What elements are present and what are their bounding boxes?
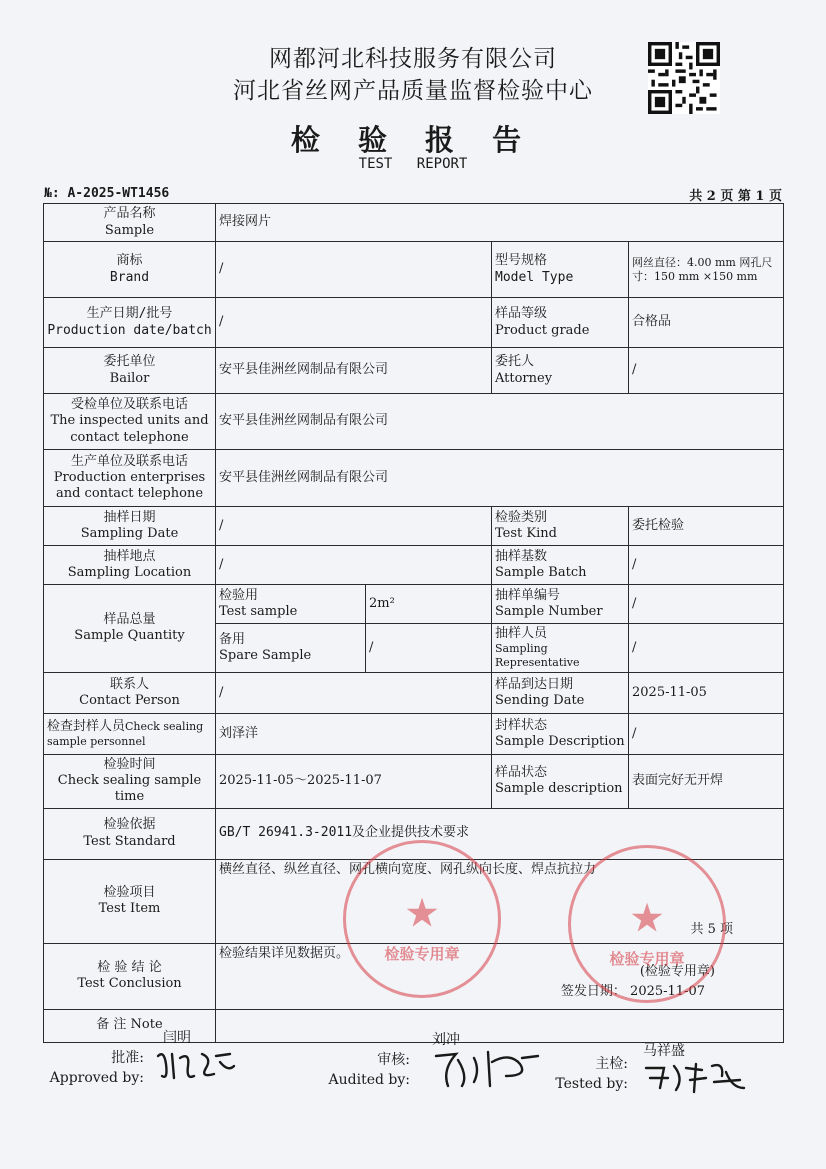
row-sampling-location — [44, 546, 784, 585]
seal-star-icon: ★ — [629, 895, 665, 942]
seal-star-icon: ★ — [404, 890, 440, 937]
sampling-rep-value: / — [629, 624, 784, 673]
brand-label: 商标 Brand — [44, 242, 216, 298]
sample-number-label: 抽样单编号 Sample Number — [492, 585, 629, 624]
production-date-value: / — [216, 298, 492, 348]
contact-person-value: / — [216, 672, 492, 713]
row-inspected-units — [44, 394, 784, 450]
test-conclusion-value: 检验结果详见数据页。 — [219, 945, 350, 961]
bailor-label: 委托单位 Bailor — [44, 348, 216, 394]
attorney-value: / — [629, 348, 784, 394]
row-contact-person — [44, 672, 784, 713]
test-standard-label: 检验依据 Test Standard — [44, 808, 216, 859]
inspected-units-value: 安平县佳洲丝网制品有限公司 — [216, 394, 784, 450]
test-conclusion-label: 检 验 结 论 Test Conclusion — [44, 943, 216, 1009]
bailor-value: 安平县佳洲丝网制品有限公司 — [216, 348, 492, 394]
contact-person-label: 联系人 Contact Person — [44, 672, 216, 713]
sample-quantity-label: 样品总量 Sample Quantity — [44, 585, 216, 673]
issue-date: 签发日期： 2025-11-07 — [560, 983, 706, 999]
seal-left-text: 检验专用章 — [384, 945, 460, 963]
report-title-en: TEST REPORT — [358, 156, 468, 172]
tester-signature — [640, 1058, 750, 1098]
row-production-date — [44, 298, 784, 348]
row-brand — [44, 242, 784, 298]
seal-right-text: 检验专用章 — [609, 950, 685, 968]
official-seal-right — [568, 845, 726, 1003]
sending-date-label: 样品到达日期 Sending Date — [492, 672, 629, 713]
test-time-label: 检验时间 Check sealing sample time — [44, 754, 216, 808]
test-kind-value: 委托检验 — [629, 507, 784, 546]
test-item-label: 检验项目 Test Item — [44, 859, 216, 943]
model-type-value: 网丝直径：4.00 mm 网孔尺寸：150 mm ×150 mm — [629, 242, 784, 298]
auditor-printed-name: 刘冲 — [432, 1032, 460, 1048]
sending-date-value: 2025-11-05 — [629, 672, 784, 713]
test-time-value: 2025-11-05～2025-11-07 — [216, 754, 492, 808]
spare-sample-value: / — [366, 624, 492, 673]
sampling-location-value: / — [216, 546, 492, 585]
model-type-label: 型号规格 Model Type — [492, 242, 629, 298]
test-item-count: 共 5 项 — [690, 922, 734, 938]
row-bailor — [44, 348, 784, 394]
org-name-line1: 网都河北科技服务有限公司 — [269, 46, 557, 72]
spare-sample-label: 备用 Spare Sample — [216, 624, 366, 673]
sampling-location-label: 抽样地点 Sampling Location — [44, 546, 216, 585]
approved-by-label: 批准: Approved by: — [49, 1050, 144, 1086]
tester-printed-name: 马祥盛 — [643, 1043, 685, 1059]
auditor-signature — [428, 1046, 546, 1092]
note-value — [216, 1009, 784, 1042]
approver-signature — [150, 1046, 240, 1086]
seal-state-value: / — [629, 713, 784, 754]
test-item-value: 横丝直径、纵丝直径、网孔横向宽度、网孔纵向长度、焊点抗拉力 — [219, 861, 597, 877]
row-sample-quantity-test — [44, 585, 784, 624]
inspected-units-label: 受检单位及联系电话 The inspected units and contact telephone — [44, 394, 216, 450]
sample-batch-value: / — [629, 546, 784, 585]
test-sample-label: 检验用 Test sample — [216, 585, 366, 624]
production-enterprises-value: 安平县佳洲丝网制品有限公司 — [216, 450, 784, 507]
seal-state-label: 封样状态 Sample Description — [492, 713, 629, 754]
qr-code-icon — [648, 42, 720, 114]
row-note — [44, 1009, 784, 1042]
sample-number-value: / — [629, 585, 784, 624]
report-title-cn: 检 验 报 告 — [290, 123, 536, 157]
sample-label: 产品名称 Sample — [44, 204, 216, 242]
report-number: №: A-2025-WT1456 — [44, 186, 170, 201]
row-test-time — [44, 754, 784, 808]
sample-batch-label: 抽样基数 Sample Batch — [492, 546, 629, 585]
sample-state-label: 样品状态 Sample description — [492, 754, 629, 808]
row-sample — [44, 204, 784, 242]
check-sealing-value: 刘泽洋 — [216, 713, 492, 754]
note-label: 备 注 Note — [44, 1009, 216, 1042]
product-grade-label: 样品等级 Product grade — [492, 298, 629, 348]
tested-by-label: 主检: Tested by: — [555, 1056, 628, 1092]
attorney-label: 委托人 Attorney — [492, 348, 629, 394]
audited-by-label: 审核: Audited by: — [328, 1052, 410, 1088]
official-seal-left — [343, 840, 501, 998]
approver-printed-name: 闫明 — [163, 1030, 191, 1046]
sample-state-value: 表面完好无开焊 — [629, 754, 784, 808]
stamp-note: (检验专用章) — [639, 963, 716, 979]
test-kind-label: 检验类别 Test Kind — [492, 507, 629, 546]
test-sample-value: 2m² — [366, 585, 492, 624]
sampling-date-value: / — [216, 507, 492, 546]
org-name-line2: 河北省丝网产品质量监督检验中心 — [233, 78, 593, 104]
check-sealing-label: 检查封样人员Check sealing sample personnel — [44, 713, 216, 754]
brand-value: / — [216, 242, 492, 298]
sample-value: 焊接网片 — [216, 204, 784, 242]
row-production-enterprises — [44, 450, 784, 507]
production-enterprises-label: 生产单位及联系电话 Production enterprises and contact telephone — [44, 450, 216, 507]
row-sampling-date — [44, 507, 784, 546]
sampling-rep-label: 抽样人员 Sampling Representative — [492, 624, 629, 673]
page-info: 共 2 页 第 1 页 — [689, 189, 782, 204]
product-grade-value: 合格品 — [629, 298, 784, 348]
test-standard-value: GB/T 26941.3-2011及企业提供技术要求 — [216, 808, 784, 859]
row-check-sealing — [44, 713, 784, 754]
sampling-date-label: 抽样日期 Sampling Date — [44, 507, 216, 546]
production-date-label: 生产日期/批号 Production date/batch — [44, 298, 216, 348]
